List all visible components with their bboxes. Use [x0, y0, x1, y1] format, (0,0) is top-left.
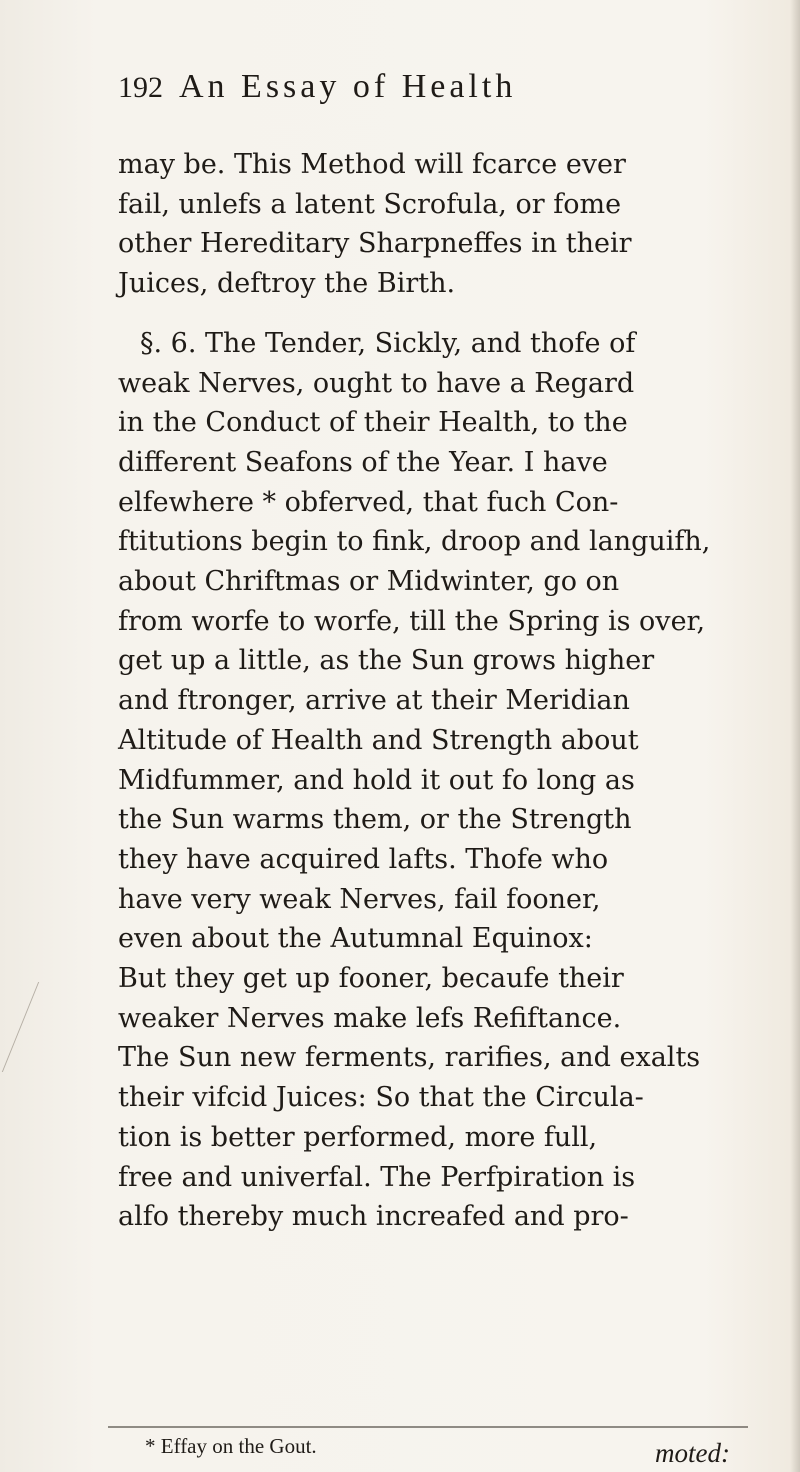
- margin-pencil-mark: [2, 982, 51, 1072]
- text-line: Altitude of Health and Strength about: [118, 724, 639, 756]
- body-text: [118, 145, 728, 1237]
- text-line: weaker Nerves make lefs Refiftance.: [118, 1002, 622, 1034]
- text-line: may be. This Method will fcarce ever: [118, 149, 626, 180]
- text-line: ftitutions begin to fink, droop and languifh,: [118, 526, 711, 558]
- text-line: alfo thereby much increafed and pro-: [118, 1201, 629, 1233]
- text-line: weak Nerves, ought to have a Regard: [118, 367, 635, 399]
- catchword: moted:: [655, 1438, 730, 1468]
- text-line: their vifcid Juices: So that the Circula-: [118, 1082, 644, 1114]
- page-edge-shadow: [790, 0, 800, 1472]
- page-header: [118, 68, 738, 128]
- text-line: Midfummer, and hold it out fo long as: [118, 764, 635, 796]
- text-line: different Seafons of the Year. I have: [118, 446, 608, 478]
- running-title: An Essay of Health: [179, 68, 517, 105]
- text-line: fail, unlefs a latent Scrofula, or fome: [118, 188, 622, 220]
- footnote-rule: [108, 1426, 748, 1428]
- text-line: even about the Autumnal Equinox:: [118, 923, 593, 955]
- footnote: * Effay on the Gout.: [145, 1434, 317, 1458]
- text-line: tion is better performed, more full,: [118, 1121, 598, 1153]
- text-line: elfewhere * obferved, that fuch Con-: [118, 486, 619, 518]
- text-line: get up a little, as the Sun grows higher: [118, 645, 655, 677]
- paragraph-gap: [118, 304, 728, 324]
- text-line: §. 6. The Tender, Sickly, and thofe of: [140, 327, 636, 359]
- text-line: they have acquired lafts. Thofe who: [118, 843, 609, 875]
- text-line: But they get up fooner, becaufe their: [118, 963, 624, 995]
- text-line: from worfe to worfe, till the Spring is over,: [118, 605, 706, 637]
- text-line: Juices, deftroy the Birth.: [118, 268, 456, 300]
- page-number: 192: [118, 71, 163, 104]
- text-line: have very weak Nerves, fail fooner,: [118, 883, 601, 915]
- text-line: and ftronger, arrive at their Meridian: [118, 685, 630, 717]
- text-line: other Hereditary Sharpneffes in their: [118, 228, 632, 260]
- text-line: about Chriftmas or Midwinter, go on: [118, 566, 620, 598]
- text-line: the Sun warms them, or the Strength: [118, 804, 632, 836]
- text-line: The Sun new ferments, rarifies, and exalts: [118, 1042, 701, 1074]
- text-line: free and univerfal. The Perfpiration is: [118, 1161, 636, 1193]
- text-line: in the Conduct of their Health, to the: [118, 407, 628, 439]
